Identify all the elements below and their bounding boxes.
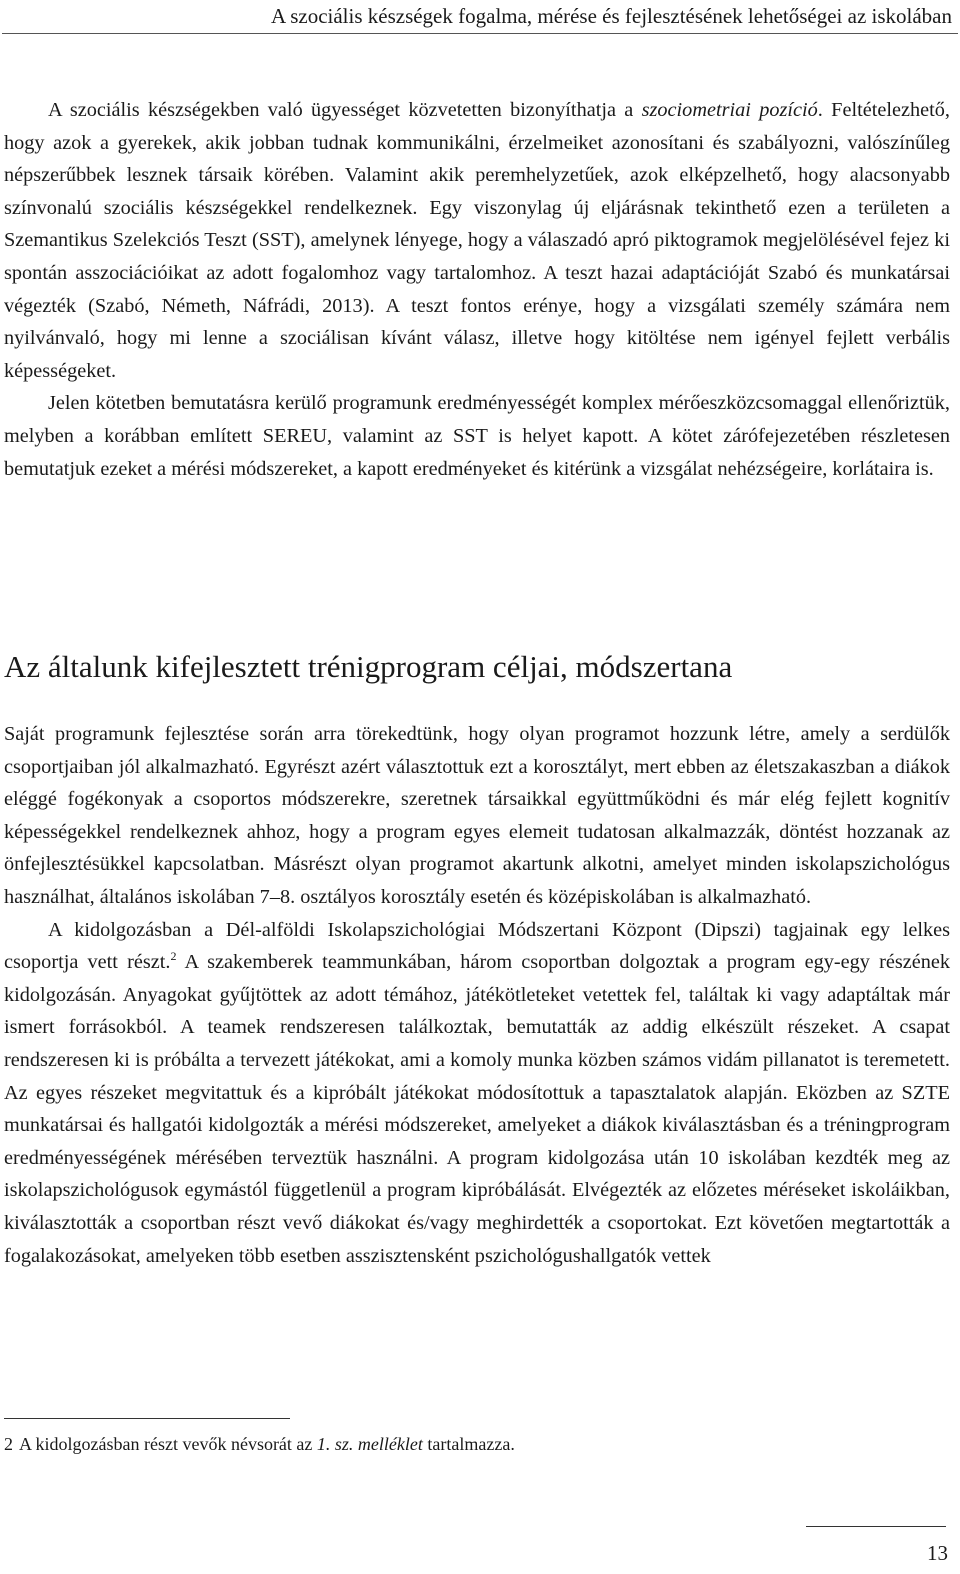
paragraph: A kidolgozásban a Dél-alföldi Iskolapszichológiai Módszertani Központ (Dipszi) tagjainak egy lelkes csoportja vett részt.$^2$ A szakemberek teammunkában, három csoportban dolgoztak a program egy-egy részének kidolgozásán. Anyagokat gyűjtöttek az adott témához, játékötleteket vetettek fel, találtak ki vagy adaptáltak már ismert forrásokból. A teamek rendszeresen találkoztak, bemutatták az addig elkészült részeket. A csapat rendszeresen ki is próbálta a tervezett játékokat, ami a komoly munka közben számos vidám pillanatot is teremetett. Az egyes részeket megvitattuk és a kipróbált játékokat módosítottuk a tapasztalatok alapján. Eközben az SZTE munkatársai és hallgatói kidolgozták a mérési módszereket, amelyeket a diákok kiválasztásban és a tréningprogram eredményességének mérésében terveztük használni. A program kidolgozása után 10 iskolában kezdték meg az iskolapszichológusok egymástól függetlenül a program kipróbálását. Elvégezték az előzetes méréseket iskoláikban, kiválasztották a csoportban részt vevő diákokat és/vagy meghirdették a csoportokat. Ezt követően megtartották a fogalakozásokat, amelyeken több esetben asszisztensként pszichológushallgatók vettek	[4, 918, 951, 1267]
section-heading: Az általunk kifejlesztett trénigprogram céljai, módszertana	[4, 649, 733, 684]
footnote: 2 A kidolgozásban részt vevők névsorát az 1. sz. melléklet tartalmazza.	[4, 1434, 515, 1454]
emphasis: szociometriai pozíció	[641, 99, 818, 121]
paragraph: Jelen kötetben bemutatásra kerülő programunk eredményességét komplex mérőeszközcsomaggal ellenőriztük, melyben a korábban említett SEREU, valamint az SST is helyet kapott. A kötet zárófejezetében részletesen bemutatjuk ezeket a mérési módszereket, a kapott eredményeket és kitérünk a vizsgálat nehézségeire, korlátaira is.	[4, 392, 950, 480]
paragraph: A szociális készségekben való ügyességet közvetetten bizonyíthatja a szociometriai pozíció. Feltételezhető, hogy azok a gyerekek, akik jobban tudnak kommunikálni, érzelmeiket azonosítani és szabályozni, valószínűleg népszerűbbek lesznek társaik körében. Valamint akik peremhelyzetűek, azok elképzelhető, hogy alacsonyabb színvonalú szociális készségekkel rendelkeznek. Egy viszonylag új eljárásnak tekinthető ezen a területen a Szemantikus Szelekciós Teszt (SST), amelynek lényege, hogy a válaszadó apró piktogramok megjelölésével fejez ki spontán asszociációikat az adott fogalomhoz vagy tartalomhoz. A teszt hazai adaptációját Szabó és munkatársai végezték (Szabó, Németh, Náfrádi, 2013). A teszt fontos erénye, hogy a vizsgálati személy számára nem nyilvánvaló, hogy mi lenne a szociálisan kívánt válasz, illetve hogy kitöltése nem igényel fejlett verbális képességeket.	[4, 99, 950, 382]
paragraph: Saját programunk fejlesztése során arra törekedtünk, hogy olyan programot hozzunk létre, amely a serdülők csoportjaiban jól alkalmazható. Egyrészt azért választottuk ezt a korosztályt, mert ebben az életszakaszban a diákok eléggé fogékonyak a csoportos módszerekre, szeretnek társaikkal együttműködni és már elég fejlett kognitív képességekkel rendelkeznek ahhoz, hogy a program egyes elemeit tudatosan alkalmazzák, döntést hozzanak az önfejlesztésükkel kapcsolatban. Másrészt olyan programot akartunk alkotni, amelyet minden iskolapszichológus használhat, általános iskolában 7–8. osztályos korosztály esetén és középiskolában is alkalmazható.	[4, 723, 950, 908]
footnote-rule	[4, 1418, 290, 1419]
footnote-number: 2	[4, 1434, 13, 1454]
header-rule	[2, 33, 958, 34]
page-number: 13	[927, 1541, 948, 1565]
section-2-text	[4, 718, 950, 1272]
emphasis: 1. sz. melléklet	[316, 1434, 423, 1454]
running-head: A szociális készségek fogalma, mérése és fejlesztésének lehetőségei az iskolában	[270, 4, 952, 28]
footnote-marker: 2	[170, 949, 177, 964]
page-number-rule	[806, 1526, 946, 1527]
section-1-text	[4, 94, 950, 485]
